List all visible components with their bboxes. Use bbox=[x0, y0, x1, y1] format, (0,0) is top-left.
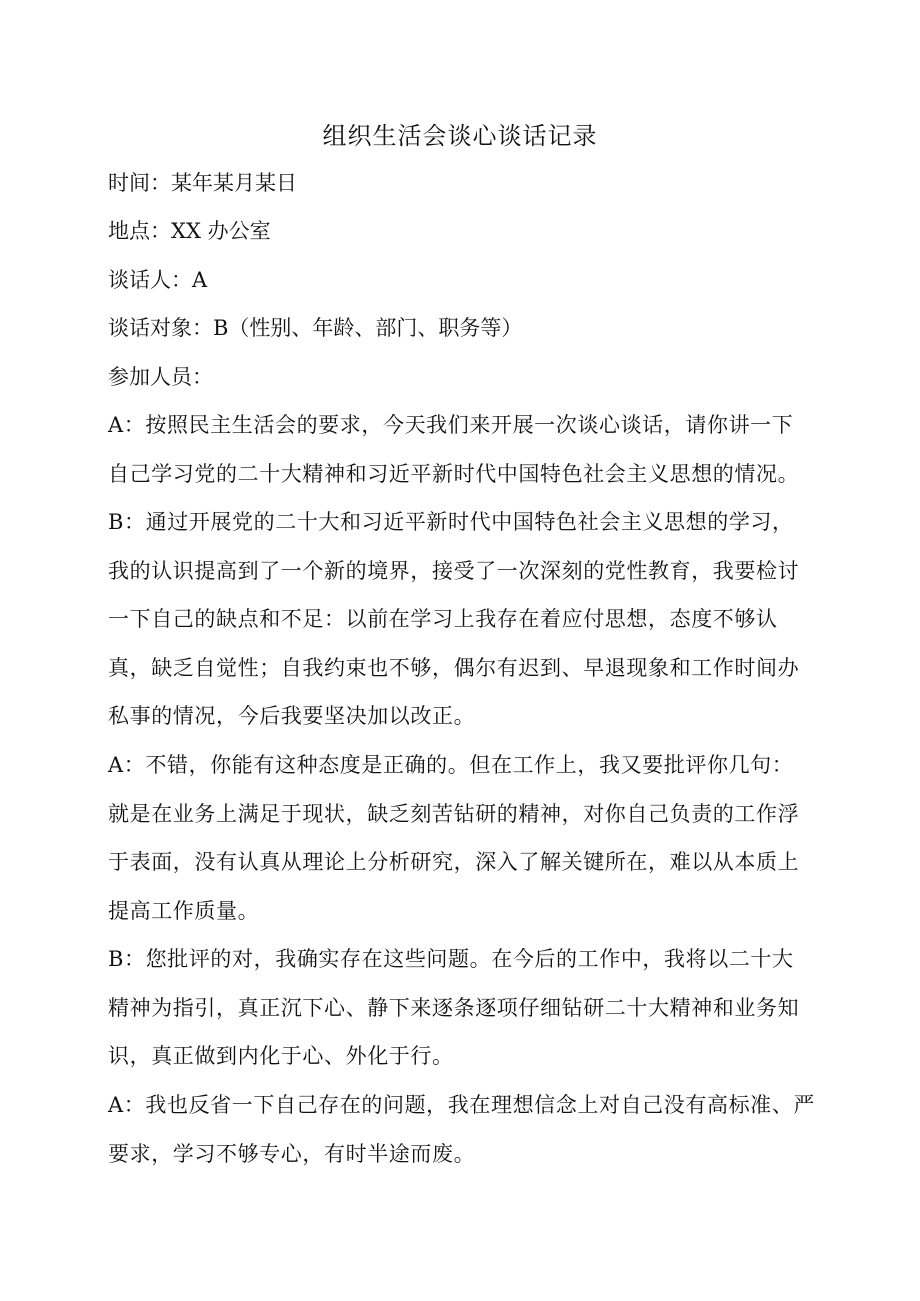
meta-target: 谈话对象：B（性别、年龄、部门、职务等） bbox=[108, 316, 523, 340]
dialogue-line: 精神为指引，真正沉下心、静下来逐条逐项仔细钻研二十大精神和业务知 bbox=[108, 995, 800, 1020]
dialogue-line: A：按照民主生活会的要求，今天我们来开展一次谈心谈话，请你讲一下 bbox=[108, 413, 794, 437]
dialogue-paragraph-1 bbox=[108, 410, 808, 507]
dialogue-line: 我的认识提高到了一个新的境界，接受了一次深刻的党性教育，我要检讨 bbox=[108, 558, 800, 583]
meta-participants: 参加人员： bbox=[108, 365, 213, 389]
document-title: 组织生活会谈心谈话记录 bbox=[322, 122, 598, 150]
dialogue-paragraph-5 bbox=[108, 1090, 815, 1187]
dialogue-line: B：您批评的对，我确实存在这些问题。在今后的工作中，我将以二十大 bbox=[108, 947, 794, 971]
dialogue-line: 于表面，没有认真从理论上分析研究，深入了解关键所在，难以从本质上 bbox=[108, 850, 800, 874]
dialogue-line: 一下自己的缺点和不足：以前在学习上我存在着应付思想，态度不够认 bbox=[108, 607, 778, 631]
dialogue-line: 真，缺乏自觉性；自我约束也不够，偶尔有迟到、早退现象和工作时间办 bbox=[108, 655, 800, 680]
dialogue-paragraph-4 bbox=[108, 944, 808, 1090]
dialogue-line: 私事的情况，今后我要坚决加以改正。 bbox=[108, 704, 476, 728]
dialogue-line: A：我也反省一下自己存在的问题，我在理想信念上对自己没有高标准、严 bbox=[108, 1093, 815, 1117]
dialogue-line: 要求，学习不够专心，有时半途而废。 bbox=[108, 1141, 476, 1166]
meta-place: 地点：XX 办公室 bbox=[108, 219, 271, 243]
meta-speaker: 谈话人：A bbox=[108, 268, 208, 292]
dialogue-paragraph-2 bbox=[108, 507, 808, 750]
dialogue-line: 自己学习党的二十大精神和习近平新时代中国特色社会主义思想的情况。 bbox=[108, 461, 800, 486]
dialogue-paragraph-3 bbox=[108, 750, 808, 944]
dialogue-line: 识，真正做到内化于心、外化于行。 bbox=[108, 1044, 454, 1068]
dialogue-line: 就是在业务上满足于现状，缺乏刻苦钻研的精神，对你自己负责的工作浮 bbox=[108, 801, 800, 826]
dialogue-line: A：不错，你能有这种态度是正确的。但在工作上，我又要批评你几句： bbox=[108, 753, 794, 777]
meta-time: 时间：某年某月某日 bbox=[108, 171, 297, 195]
dialogue-line: B：通过开展党的二十大和习近平新时代中国特色社会主义思想的学习， bbox=[108, 510, 794, 534]
dialogue-line: 提高工作质量。 bbox=[108, 898, 260, 923]
